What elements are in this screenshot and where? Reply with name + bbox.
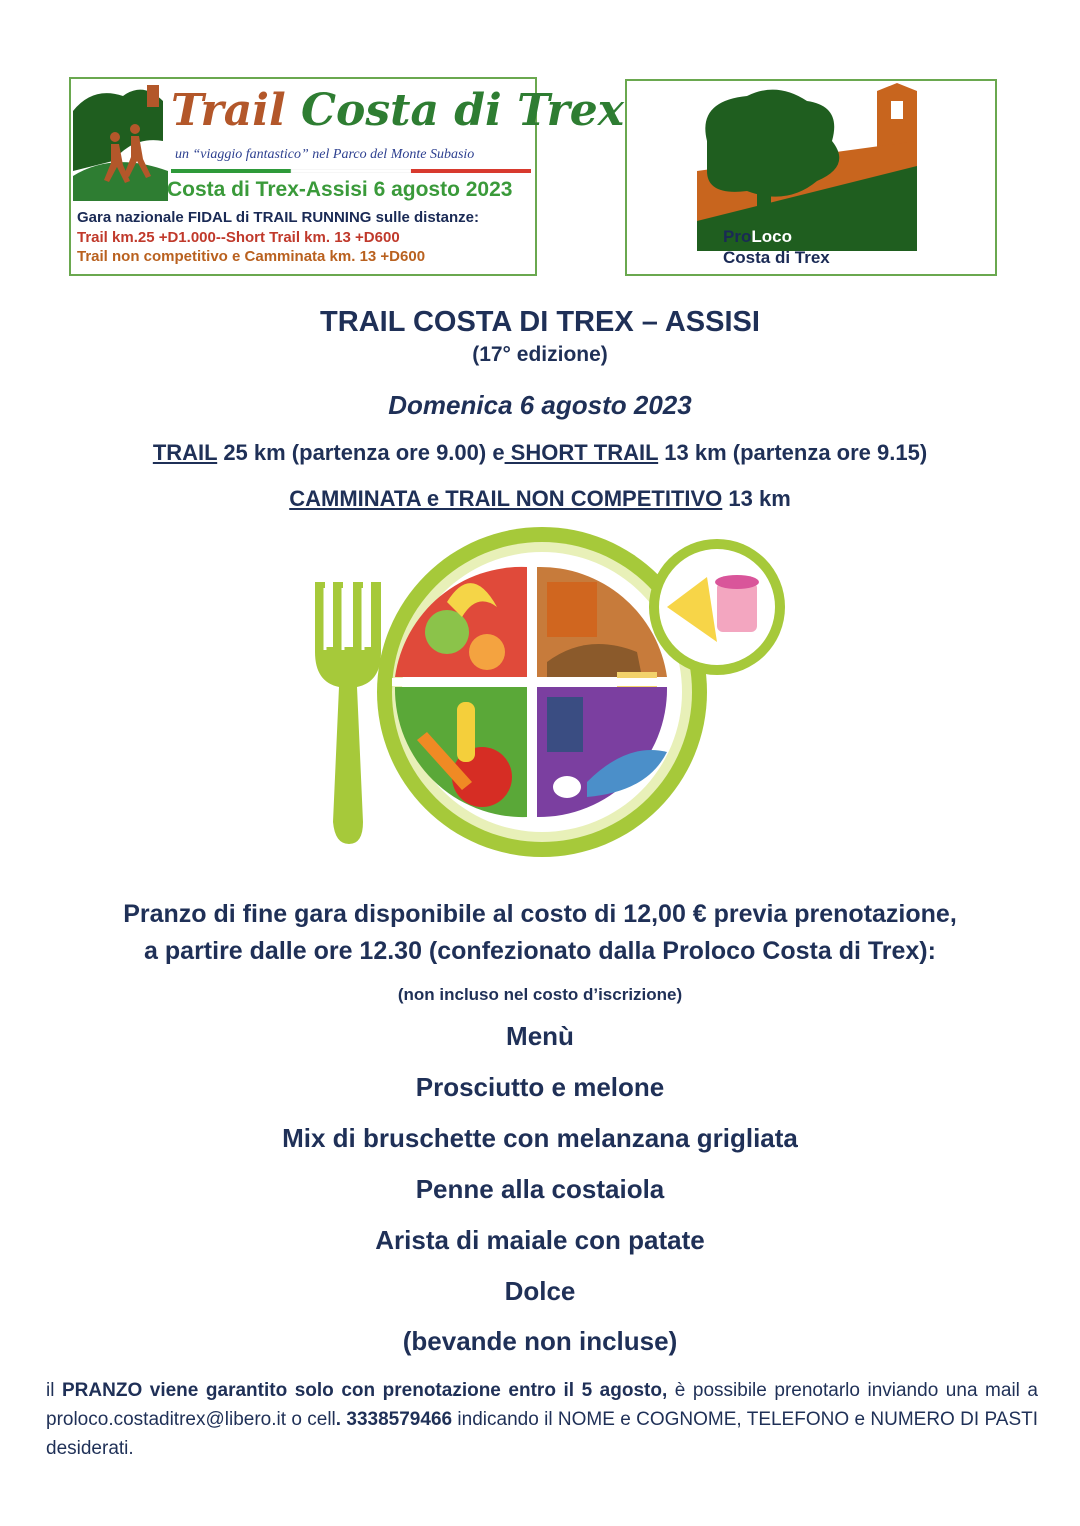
logo-line-3: Trail non competitivo e Camminata km. 13 +D600 [77, 248, 426, 265]
menu-item: Prosciutto e melone [415, 1072, 665, 1102]
lunch-line-1: Pranzo di fine gara disponibile al costo di 12,00 € previa prenotazione, [123, 900, 957, 928]
logo-line-1: Gara nazionale FIDAL di TRAIL RUNNING sulle distanze: [77, 209, 480, 226]
tricolor-stripe [171, 169, 531, 173]
trail-label: TRAIL [152, 440, 218, 465]
short-trail-text: 13 km (partenza ore 9.15) [658, 440, 928, 465]
lunch-note: (non incluso nel costo d’iscrizione) [397, 985, 683, 1004]
walk-text: 13 km [722, 486, 791, 511]
menu-item: Penne alla costaiola [415, 1174, 665, 1204]
logo-title: Trail Costa di Trex [171, 85, 625, 136]
fork-icon [315, 582, 381, 844]
runners-logo-icon [73, 81, 169, 201]
drinks-note: (bevande non incluse) [402, 1326, 678, 1356]
page-title: TRAIL COSTA DI TREX – ASSISI [320, 306, 760, 338]
trail-logo [69, 77, 625, 276]
booking-info: il PRANZO viene garantito solo con prenotazione entro il 5 agosto, è possibile prenotarlo inviando una mail a proloco.costaditrex@libero.it o cell. 3338579466 indicando il NOME e COGNOME, TELEFONO e NUMERO DI PASTI desiderati. [46, 1380, 1039, 1459]
menu-heading: Menù [506, 1021, 574, 1051]
short-trail-label: SHORT TRAIL [504, 440, 659, 465]
food-plate-icon [297, 522, 797, 862]
walk-info [0, 486, 1080, 512]
menu-item: Mix di bruschette con melanzana grigliata [282, 1123, 798, 1153]
proloco-logo-icon [627, 81, 995, 274]
proloco-pro-loco: ProLoco [723, 227, 792, 246]
walk-label: CAMMINATA e TRAIL NON COMPETITIVO [289, 486, 723, 511]
menu-item: Arista di maiale con patate [375, 1225, 705, 1255]
event-date: Domenica 6 agosto 2023 [388, 390, 692, 420]
race-info [0, 440, 1080, 466]
logo-line-2: Trail km.25 +D1.000--Short Trail km. 13 +D600 [77, 229, 400, 246]
proloco-name: Costa di Trex [723, 248, 830, 267]
lunch-line-2: a partire dalle ore 12.30 (confezionato dalla Proloco Costa di Trex): [144, 937, 936, 965]
logo-subtitle: un “viaggio fantastico” nel Parco del Monte Subasio [175, 147, 475, 162]
proloco-logo [625, 79, 997, 276]
edition: (17° edizione) [472, 343, 608, 366]
logo-date: Costa di Trex-Assisi 6 agosto 2023 [167, 178, 513, 201]
trail-text: 25 km (partenza ore 9.00) e [217, 440, 505, 465]
menu-item: Dolce [504, 1276, 576, 1306]
